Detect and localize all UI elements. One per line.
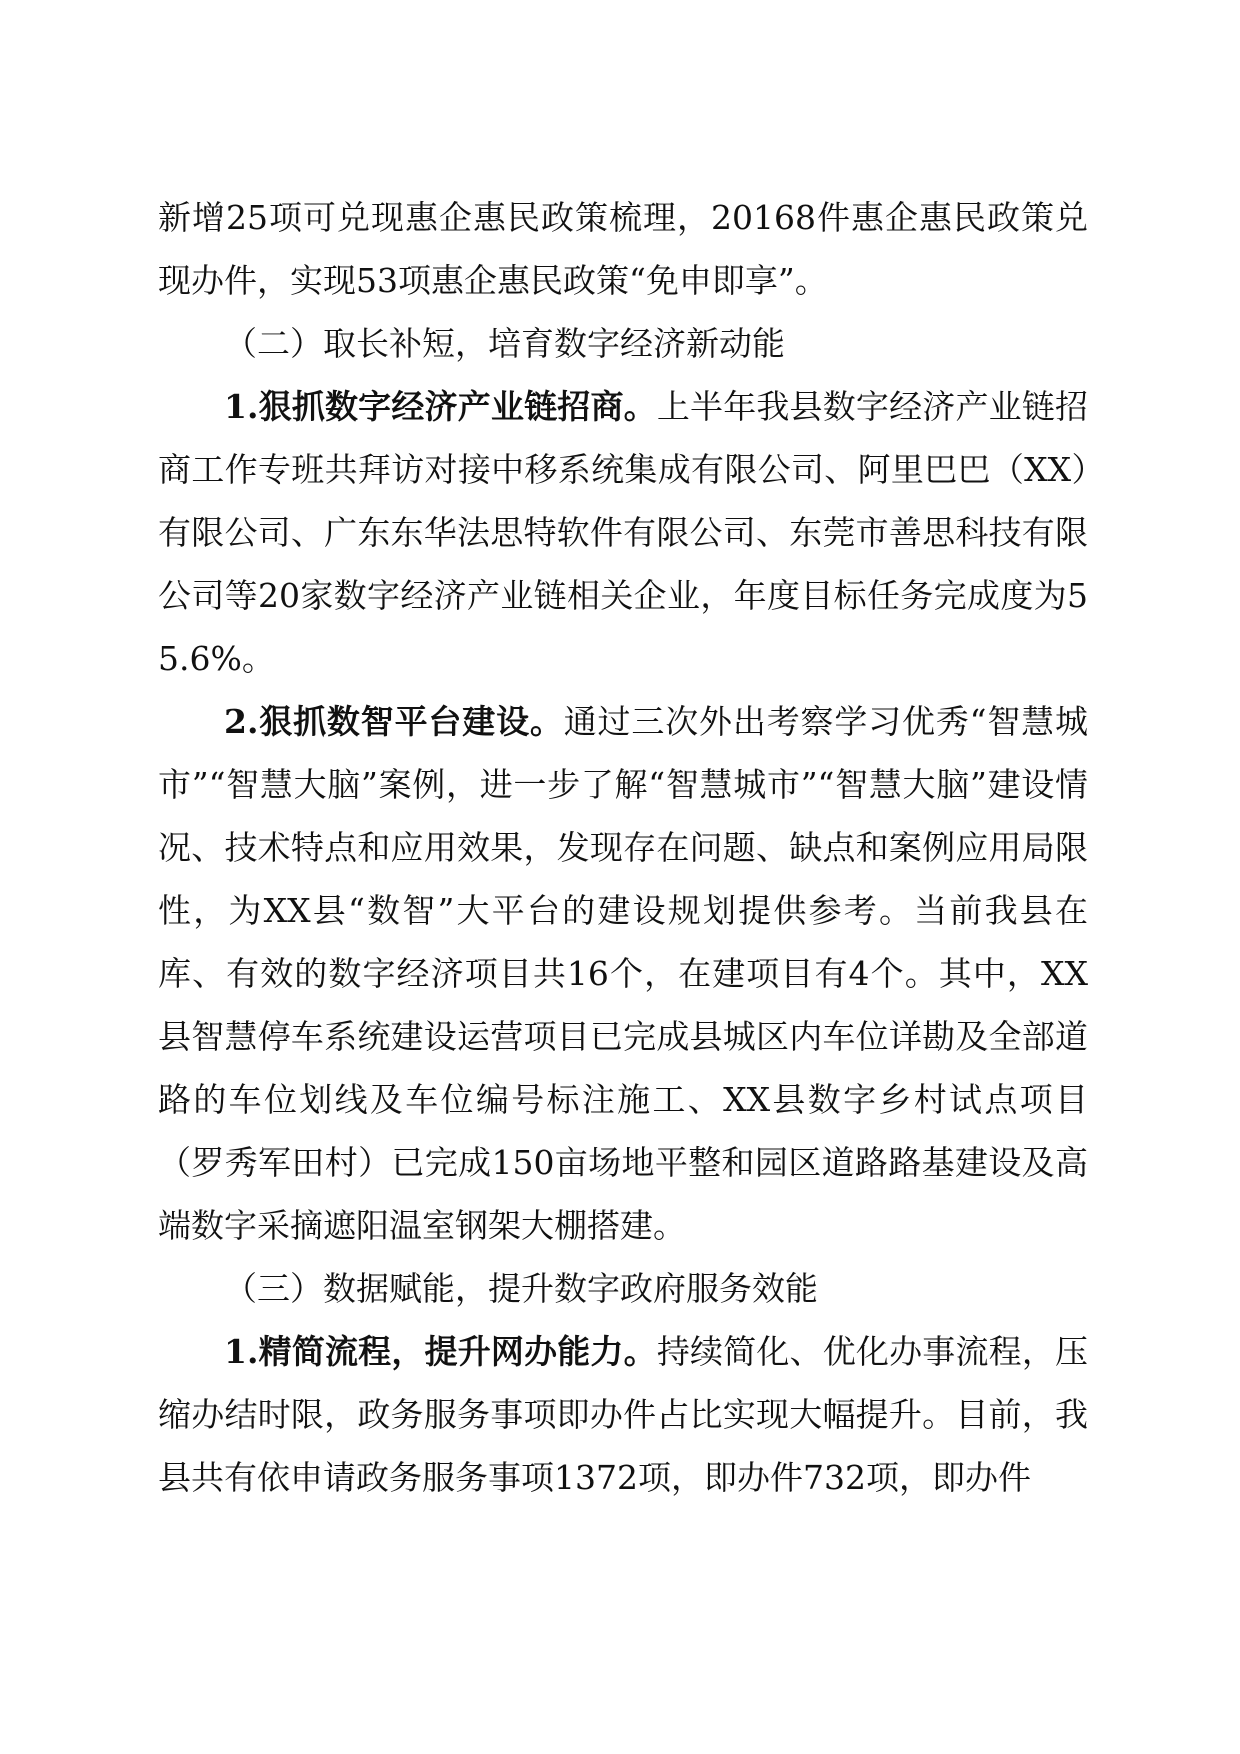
section-heading-digital-government [158,1257,1088,1320]
paragraph-text: 新增25项可兑现惠企惠民政策梳理，20168件惠企惠民政策兑现办件，实现53项惠企惠民政策“免申即享”。 [158,198,1088,300]
heading-text: （二）取长补短，培育数字经济新动能 [224,324,785,363]
paragraph-policy-continuation [158,186,1088,312]
heading-text: （三）数据赋能，提升数字政府服务效能 [224,1269,818,1308]
paragraph-industry-chain-investment [158,375,1088,690]
paragraph-streamline-process [158,1320,1088,1509]
paragraph-text: 通过三次外出考察学习优秀“智慧城市”“智慧大脑”案例，进一步了解“智慧城市”“智慧大脑”建设情况、技术特点和应用效果，发现存在问题、缺点和案例应用局限性，为XX县“数智”大平台的建设规划提供参考。当前我县在库、有效的数字经济项目共16个，在建项目有4个。其中，XX县智慧停车系统建设运营项目已完成县城区内车位详勘及全部道路的车位划线及车位编号标注施工、XX县数字乡村试点项目（罗秀军田村）已完成150亩场地平整和园区道路路基建设及高端数字采摘遮阳温室钢架大棚搭建。 [158,702,1089,1245]
paragraph-lead-bold: 2.狠抓数智平台建设。 [224,702,564,741]
paragraph-lead-bold: 1.精简流程，提升网办能力。 [224,1332,657,1371]
paragraph-text: 持续简化、优化办事流程，压缩办结时限，政务服务事项即办件占比实现大幅提升。目前，我县共有依申请政务服务事项1372项，即办件732项，即办件 [158,1332,1089,1497]
document-body [158,186,1088,1509]
paragraph-lead-bold: 1.狠抓数字经济产业链招商。 [224,387,657,426]
section-heading-digital-economy [158,312,1088,375]
paragraph-smart-platform [158,690,1088,1257]
paragraph-text: 上半年我县数字经济产业链招商工作专班共拜访对接中移系统集成有限公司、阿里巴巴（XX）有限公司、广东东华法思特软件有限公司、东莞市善思科技有限公司等20家数字经济产业链相关企业，年度目标任务完成度为55.6%。 [158,387,1089,678]
